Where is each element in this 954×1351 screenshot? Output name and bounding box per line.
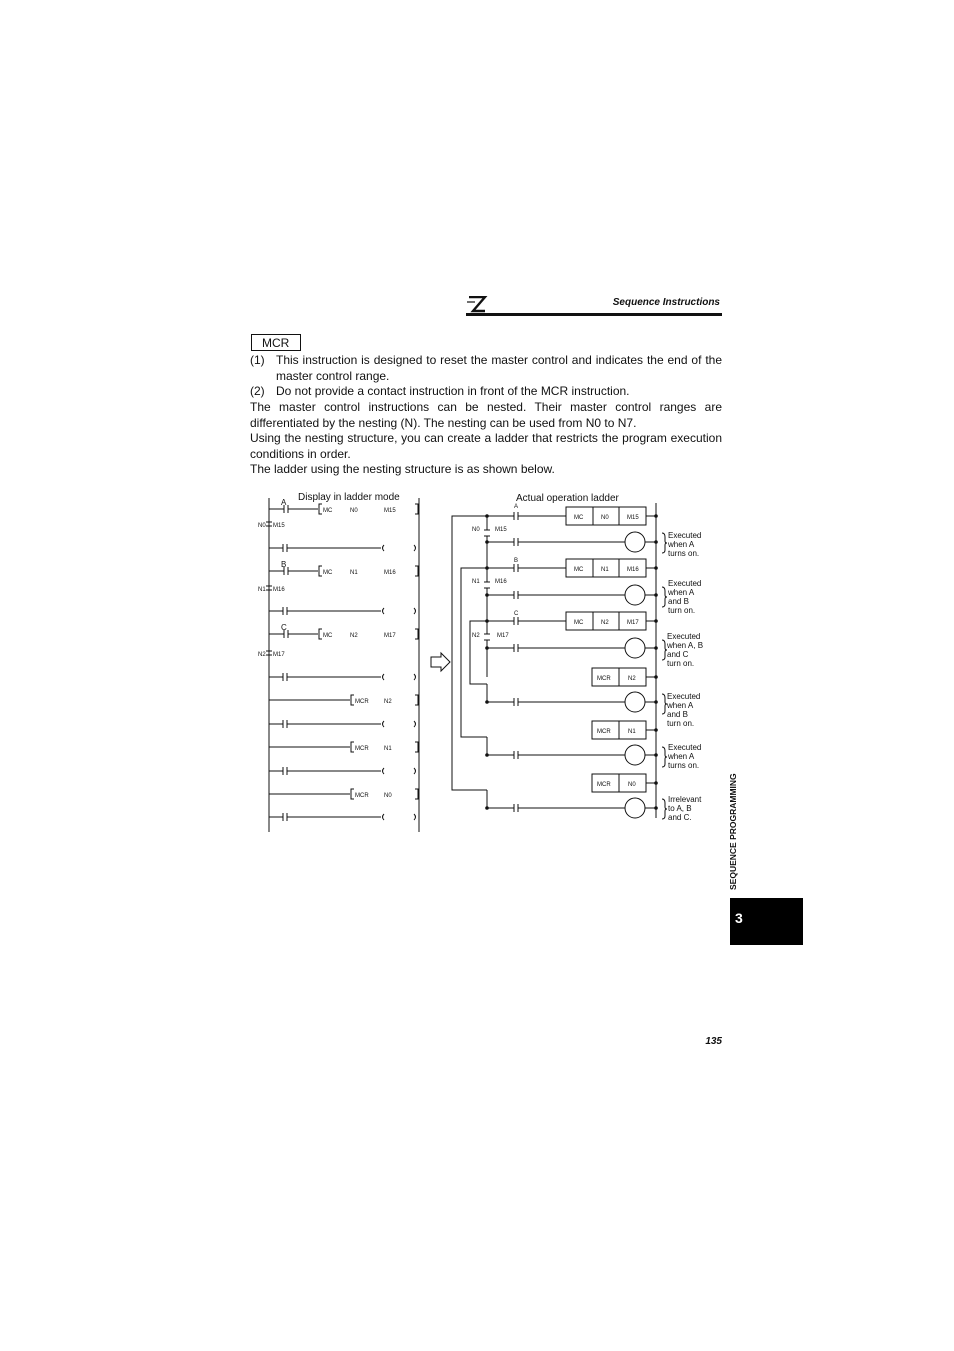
svg-text:N2: N2 bbox=[628, 676, 636, 682]
svg-text:MCR: MCR bbox=[355, 746, 369, 752]
nesting-ladder-diagram bbox=[250, 485, 730, 840]
svg-text:M17: M17 bbox=[273, 652, 285, 658]
right-row-coil-4 bbox=[487, 692, 656, 712]
left-row-coil-1 bbox=[269, 544, 416, 552]
item-text: Do not provide a contact instruction in front of the MCR instruction. bbox=[276, 384, 630, 398]
right-row-coil-3 bbox=[487, 638, 656, 658]
svg-text:C: C bbox=[514, 611, 519, 617]
svg-text:MCR: MCR bbox=[355, 699, 369, 705]
svg-text:N2: N2 bbox=[472, 633, 480, 639]
left-nest-n0 bbox=[258, 522, 285, 529]
right-row-mc-n1 bbox=[487, 558, 656, 577]
svg-text:B: B bbox=[514, 558, 519, 564]
right-row-mc-n0 bbox=[487, 504, 656, 525]
svg-text:A: A bbox=[514, 504, 519, 510]
svg-text:Executed when A tu: Executed when A turns on. bbox=[668, 531, 702, 558]
svg-text:N1: N1 bbox=[628, 729, 636, 735]
side-chapter-label: SEQUENCE PROGRAMMING bbox=[728, 773, 738, 890]
svg-text:MC: MC bbox=[574, 567, 584, 573]
item-2 bbox=[250, 384, 722, 400]
svg-text:MCR: MCR bbox=[597, 729, 611, 735]
right-row-coil-5 bbox=[487, 745, 656, 765]
svg-text:M15: M15 bbox=[495, 527, 507, 533]
svg-text:MC: MC bbox=[323, 570, 333, 576]
svg-text:M15: M15 bbox=[273, 523, 285, 529]
svg-text:N2: N2 bbox=[601, 620, 609, 626]
svg-text:MCR: MCR bbox=[355, 793, 369, 799]
paragraph-ladder-intro: The ladder using the nesting structure is as shown below. bbox=[250, 462, 555, 476]
svg-text:N1: N1 bbox=[601, 567, 609, 573]
left-row-mcr-n1 bbox=[269, 742, 418, 752]
left-row-mc-n1 bbox=[269, 560, 418, 576]
left-row-coil-5 bbox=[269, 767, 416, 775]
right-row-mcr-n0 bbox=[592, 774, 656, 792]
svg-text:M17: M17 bbox=[497, 633, 509, 639]
contact-b-label: B bbox=[281, 560, 287, 569]
instruction-name-box: MCR bbox=[251, 334, 301, 351]
item-number: (2) bbox=[250, 384, 265, 398]
right-nest-n1 bbox=[472, 579, 507, 588]
right-row-coil-2 bbox=[487, 585, 656, 605]
svg-text:MCR: MCR bbox=[597, 782, 611, 788]
right-row-coil-1 bbox=[487, 532, 656, 552]
coil-icon bbox=[625, 692, 645, 712]
left-row-coil-3 bbox=[269, 673, 416, 681]
coil-icon bbox=[625, 532, 645, 552]
svg-text:Executed when A, B: Executed when A, B and C turn on. bbox=[667, 632, 704, 668]
svg-text:Irrelevant to A, B: Irrelevant to A, B and C. bbox=[668, 795, 702, 822]
svg-text:MC: MC bbox=[323, 633, 333, 639]
svg-text:N0: N0 bbox=[472, 527, 480, 533]
paragraph-nesting: The master control instructions can be nested. Their master control ranges are differentiated by the nesting (N). The nesting can be used from N0 to N7. bbox=[250, 400, 722, 430]
n2-rail bbox=[470, 621, 487, 684]
svg-text:N0: N0 bbox=[384, 793, 392, 799]
page-number: 135 bbox=[705, 1036, 722, 1047]
item-number: (1) bbox=[250, 353, 265, 367]
svg-text:MC: MC bbox=[574, 515, 584, 521]
note-5 bbox=[662, 743, 704, 770]
item-text: This instruction is designed to reset the master control and indicates the end of the master control range. bbox=[276, 353, 722, 383]
svg-text:M17: M17 bbox=[384, 633, 396, 639]
svg-text:N2: N2 bbox=[258, 652, 266, 658]
header-rule bbox=[466, 313, 722, 316]
left-row-coil-4 bbox=[269, 720, 416, 728]
svg-text:N1: N1 bbox=[350, 570, 358, 576]
svg-text:Executed when A an: Executed when A and B turn on. bbox=[668, 579, 702, 615]
coil-icon bbox=[625, 798, 645, 818]
left-nest-n1 bbox=[258, 586, 285, 593]
svg-text:M16: M16 bbox=[273, 587, 285, 593]
note-4 bbox=[662, 692, 703, 728]
svg-text:N2: N2 bbox=[384, 699, 392, 705]
right-row-mc-n2 bbox=[487, 611, 656, 630]
svg-text:M17: M17 bbox=[627, 620, 639, 626]
right-nest-n2 bbox=[472, 633, 509, 640]
right-nest-n0 bbox=[472, 527, 507, 536]
right-row-coil-6 bbox=[487, 798, 656, 818]
note-2 bbox=[662, 579, 704, 615]
svg-text:N1: N1 bbox=[472, 579, 480, 585]
svg-text:MCR: MCR bbox=[597, 676, 611, 682]
svg-text:N0: N0 bbox=[258, 523, 266, 529]
svg-text:MC: MC bbox=[323, 508, 333, 514]
svg-text:N1: N1 bbox=[258, 587, 266, 593]
svg-text:Executed when A tu: Executed when A turns on. bbox=[668, 743, 702, 770]
right-diagram-title: Actual operation ladder bbox=[516, 493, 619, 504]
right-row-mcr-n1 bbox=[592, 721, 656, 739]
left-row-coil-2 bbox=[269, 607, 416, 615]
coil-icon bbox=[625, 585, 645, 605]
z-logo-icon bbox=[466, 296, 488, 314]
left-row-mcr-n0 bbox=[269, 789, 418, 799]
left-row-coil-6 bbox=[269, 813, 416, 821]
svg-text:M16: M16 bbox=[627, 567, 639, 573]
svg-text:M16: M16 bbox=[384, 570, 396, 576]
svg-text:Executed when A an: Executed when A and B turn on. bbox=[667, 692, 701, 728]
chapter-tab bbox=[730, 898, 803, 945]
contact-a-label: A bbox=[281, 498, 287, 507]
svg-text:N1: N1 bbox=[384, 746, 392, 752]
paragraph-structure: Using the nesting structure, you can create a ladder that restricts the program execution conditions in order. bbox=[250, 431, 722, 461]
coil-icon bbox=[625, 638, 645, 658]
note-3 bbox=[662, 632, 705, 668]
svg-text:N0: N0 bbox=[628, 782, 636, 788]
right-arrow-icon bbox=[431, 653, 450, 671]
svg-text:N0: N0 bbox=[350, 508, 358, 514]
item-1 bbox=[250, 353, 722, 384]
note-6 bbox=[662, 795, 704, 822]
n1-rail bbox=[461, 568, 487, 737]
svg-text:M15: M15 bbox=[384, 508, 396, 514]
left-diagram-title: Display in ladder mode bbox=[298, 492, 400, 503]
chapter-number: 3 bbox=[735, 910, 743, 926]
left-nest-n2 bbox=[258, 651, 285, 658]
header-title: Sequence Instructions bbox=[612, 297, 720, 308]
contact-c-label: C bbox=[281, 623, 287, 632]
svg-text:MC: MC bbox=[574, 620, 584, 626]
svg-text:N2: N2 bbox=[350, 633, 358, 639]
svg-text:M16: M16 bbox=[495, 579, 507, 585]
note-1 bbox=[662, 531, 704, 558]
left-row-mcr-n2 bbox=[269, 695, 418, 705]
right-row-mcr-n2 bbox=[592, 668, 656, 686]
coil-icon bbox=[625, 745, 645, 765]
svg-text:N0: N0 bbox=[601, 515, 609, 521]
svg-text:M15: M15 bbox=[627, 515, 639, 521]
left-row-mc-n2 bbox=[269, 623, 418, 639]
